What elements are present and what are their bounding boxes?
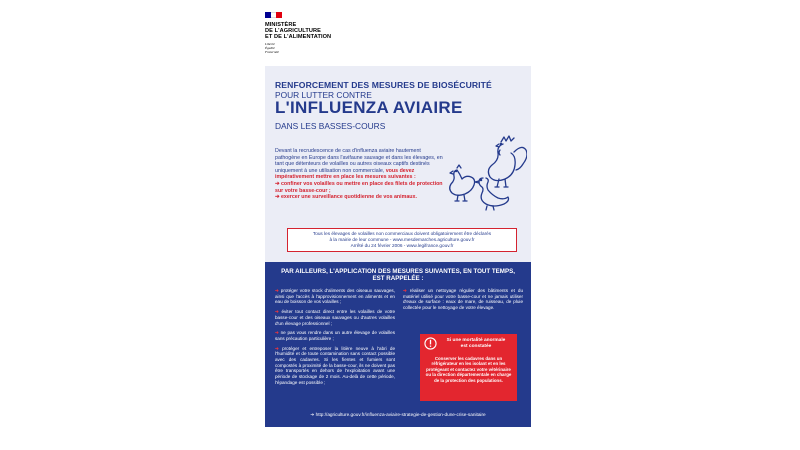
arrow-icon: ➔ bbox=[275, 194, 280, 201]
measure-item: ➔ éviter tout contact direct entre les volailles de votre basse-cour et des oiseaux sauvages ou d'autres volailles d'un élevage professionnel ; bbox=[275, 309, 395, 326]
intro-text: Devant la recrudescence de cas d'influenza aviaire hautement pathogène en Europe dans l'avifaune sauvage et dans les élevages, en tant que détenteurs de volailles ou autres oiseaux captifs destinés uniquement à une utilisation non commerciale, bbox=[275, 148, 443, 174]
intro-emphasis: vous devez impérativement mettre en place les mesures suivantes : bbox=[275, 167, 416, 181]
measure-item: ➔ réaliser un nettoyage régulier des bâtiments et du matériel utilisé pour votre basse-cour et ne jamais utiliser d'eaux de surface : eaux de mare, de ruisseau, de pluie collectée pour le nettoyage de votre élevage. bbox=[403, 288, 523, 311]
marianne-flag-icon bbox=[265, 12, 282, 18]
alert-title: Si une mortalité anormale est constatée bbox=[446, 338, 506, 349]
intro-bullet: ➔ confiner vos volailles ou mettre en place des filets de protection sur votre basse-cour ; bbox=[275, 180, 443, 194]
rooster-icon bbox=[488, 136, 527, 187]
republic-motto bbox=[265, 42, 279, 54]
measure-item: ➔ ne pas vous rendre dans un autre élevage de volailles sans précaution particulière ; bbox=[275, 330, 395, 341]
motto-line: Liberté bbox=[265, 42, 275, 46]
arrow-icon: ➔ bbox=[403, 288, 407, 293]
warning-icon bbox=[424, 337, 437, 350]
alert-body: Conserver les cadavres dans un réfrigérateur en les isolant et en les protégeant et contactez votre vétérinaire ou la direction départementale en charge de la protection des populations. bbox=[425, 356, 512, 383]
ministry-name bbox=[265, 22, 331, 41]
arrow-icon: ➔ bbox=[275, 345, 279, 351]
ministry-line: MINISTÈRE bbox=[265, 22, 297, 28]
ministry-line: ET DE L'ALIMENTATION bbox=[265, 34, 332, 41]
notice-line: Arrêté du 24 février 2006 - www.legifrance.gouv.fr bbox=[350, 243, 454, 248]
measure-item: ➔ protéger votre stock d'aliments des oiseaux sauvages, ainsi que l'accès à l'approvisionnement en aliments et en eau de boisson de vos volailles ; bbox=[275, 288, 396, 305]
title-line-2: POUR LUTTER CONTRE bbox=[275, 90, 372, 100]
motto-line: Fraternité bbox=[265, 50, 279, 54]
ministry-line: DE L'AGRICULTURE bbox=[265, 28, 321, 35]
measure-item: ➔ protéger et entreposer la litière neuve à l'abri de l'humidité et de toute contamination sans contact possible avec des cadavres. Si les fientes et fumiers sont compostés à proximité de la basse-cour, ils ne doivent pas être transportés en dehors de l'exploitation avant une période de stockage de 2 mois. Au-delà de cette période, l'épandage est possible ; bbox=[275, 345, 395, 385]
goose-icon bbox=[475, 178, 509, 210]
arrow-icon: ➔ bbox=[275, 309, 279, 315]
declaration-notice bbox=[287, 228, 517, 252]
arrow-icon: ➔ bbox=[275, 180, 280, 187]
title-line-1: RENFORCEMENT DES MESURES DE BIOSÉCURITÉ bbox=[275, 80, 492, 90]
notice-line: à la mairie de leur commune - www.mesdemarches.agriculture.gouv.fr bbox=[329, 237, 475, 242]
arrow-icon: ➔ bbox=[275, 288, 279, 293]
bottom-heading: PAR AILLEURS, L'APPLICATION DES MESURES SUIVANTES, EN TOUT TEMPS, EST RAPPELÉE : bbox=[281, 268, 515, 283]
top-section bbox=[265, 66, 531, 262]
poultry-illustration bbox=[443, 128, 527, 212]
measures-left-column bbox=[275, 288, 395, 390]
motto-line: Égalité bbox=[265, 46, 275, 50]
poster bbox=[265, 0, 531, 427]
arrow-icon: ➔ bbox=[310, 412, 315, 417]
info-link[interactable]: ➔ http://agriculture.gouv.fr/influenza-aviaire-strategie-de-gestion-dune-crise-sanitaire bbox=[310, 412, 486, 417]
intro-bullet: ➔ exercer une surveillance quotidienne de vos animaux. bbox=[275, 194, 417, 201]
bottom-section bbox=[265, 262, 531, 427]
measures-right-column bbox=[403, 288, 523, 315]
title-main: L'INFLUENZA AVIAIRE bbox=[275, 98, 463, 117]
mortality-alert-box bbox=[420, 334, 517, 401]
notice-line: Tous les élevages de volailles non commerciaux doivent obligatoirement être déclarés bbox=[312, 231, 492, 236]
arrow-icon: ➔ bbox=[275, 330, 279, 336]
intro-paragraph bbox=[275, 148, 445, 201]
hen-icon bbox=[450, 165, 475, 201]
title-line-4: DANS LES BASSES-COURS bbox=[275, 121, 386, 131]
